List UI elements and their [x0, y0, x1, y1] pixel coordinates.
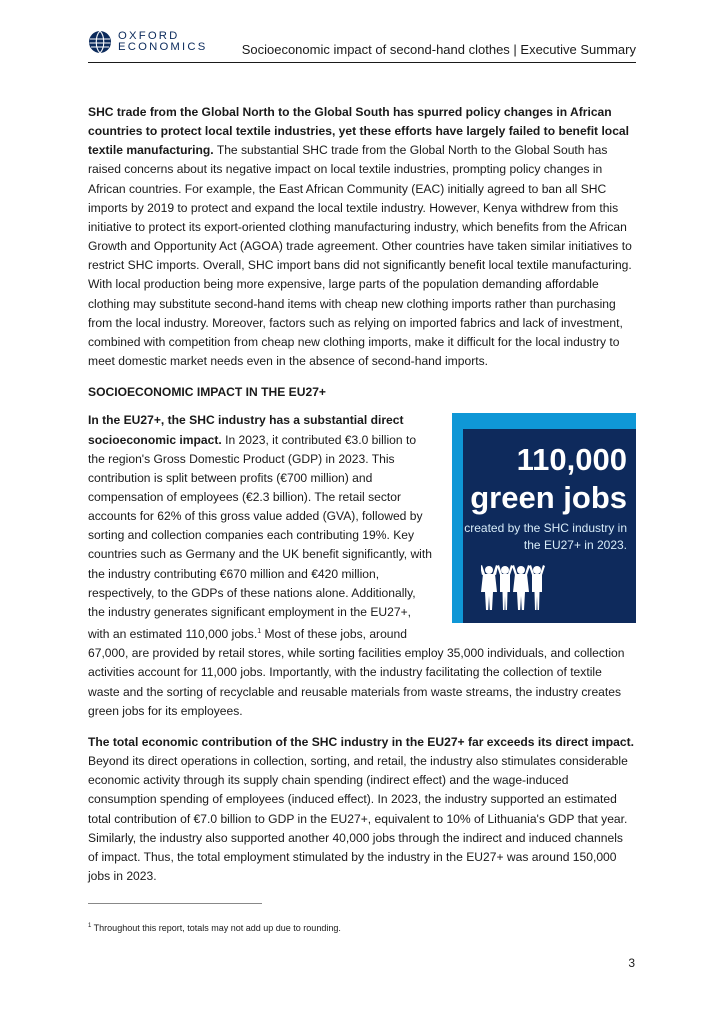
paragraph-body: Beyond its direct operations in collection, sorting, and retail, the industry also stimulates considerable economic activity through its supply chain spending (indirect effect) and the wage-induced consumption spending of employees (induced effect). In 2023, the industry supported an estimated total contribution of €7.0 billion to GDP in the EU27+, equivalent to 10% of Lithuania's GDP that year. Similarly, the industry also supported another 40,000 jobs through the indirect and induced channels of impact. Thus, the total employment stimulated by the industry in the EU27+ was around 150,000 jobs in 2023. [88, 754, 628, 883]
footnote-marker: 1 [88, 923, 92, 929]
section-heading: SOCIOECONOMIC IMPACT IN THE EU27+ [88, 385, 326, 400]
infobox-caption: created by the SHC industry in the EU27+ in 2023. [464, 521, 627, 553]
people-group-icon [481, 564, 545, 612]
logo-line-1: OXFORD [118, 29, 180, 42]
paragraph-body: In 2023, it contributed €3.0 billion to the region's Gross Domestic Product (GDP) in 2023. This contribution is split between profits (€700 million) and compensation of employees (€2.3 billion). The retail sector accounts for 62% of this gross value added (GVA), followed by sorting and collection companies each contributing 19%. Key countries such as Germany and the UK benefit significantly, with the industry contributing €670 million and €420 million, respectively, to the GDPs of these nations alone. Additionally, the industry generates significant employment in the EU27+, with an estimated 110,000 jobs. [88, 432, 432, 642]
logo-line-2: ECONOMICS [118, 41, 208, 53]
footnote-rule [88, 903, 262, 904]
oxford-economics-logo [88, 30, 207, 54]
footnote-text: Throughout this report, totals may not add up due to rounding. [91, 923, 341, 933]
footnote [88, 923, 341, 933]
page-number: 3 [628, 956, 635, 970]
paragraph-body: The substantial SHC trade from the Global North to the Global South has raised concerns about its negative impact on local textile industries, prompting policy changes in African countries. For example, the East African Community (EAC) initially agreed to ban all SHC imports by 2019 to protect and expand the local textile industry. However, Kenya withdrew from this initiative to protect its export-oriented clothing manufacturing industry, which benefits from the African Growth and Opportunity Act (AGOA) trade agreement. Other countries have taken similar initiatives to restrict SHC imports. Overall, SHC import bans did not significantly benefit local textile manufacturing. With local production being more expensive, large parts of the population demanding affordable clothing may substitute second-hand items with cheap new clothing imports rather than purchasing from the local industry. Moreover, factors such as relying on imported fabrics and lack of investment, combined with competition from cheap new clothing imports, make it difficult for the local industry to meet domestic market needs even in the absence of second-hand imports. [88, 143, 632, 369]
paragraph-policy-changes [88, 103, 636, 371]
infobox-panel [463, 429, 636, 623]
main-content [88, 103, 636, 898]
globe-icon [88, 30, 112, 54]
paragraph-body-continued: Most of these jobs, around 67,000, are provided by retail stores, while sorting facilities employ 35,000 individuals, and collection activities account for 11,000 jobs. Importantly, with the industry facilitating the collection of textile waste and the sorting of recyclable and reusable materials from waste streams, the industry creates green jobs for its employees. [88, 627, 625, 718]
paragraph-lead: SHC trade from the Global North to the Global South has spurred policy changes in African countries to protect local textile industries, yet these efforts have largely failed to benefit local textile manufacturing. [88, 105, 630, 158]
paragraph-total-contribution [88, 733, 636, 886]
infobox-label: green jobs [470, 480, 627, 516]
infobox-number: 110,000 [516, 442, 627, 478]
paragraph-lead: The total economic contribution of the SHC industry in the EU27+ far exceeds its direct impact. [88, 734, 635, 749]
green-jobs-infobox [452, 413, 636, 623]
header-rule [88, 62, 636, 63]
paragraph-lead: In the EU27+, the SHC industry has a substantial direct socioeconomic impact. [88, 413, 404, 447]
footnote-reference[interactable]: 1 [257, 628, 262, 636]
header-title: Socioeconomic impact of second-hand clothes | Executive Summary [241, 42, 636, 57]
